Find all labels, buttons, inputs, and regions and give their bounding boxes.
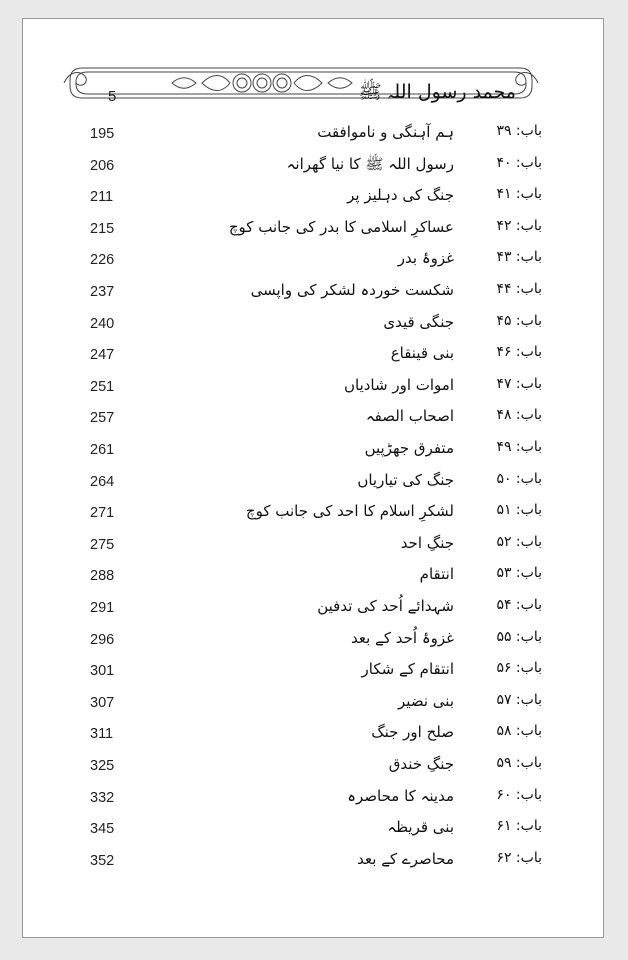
- toc-chapter-label: باب: ۵۱: [496, 502, 542, 519]
- toc-row: [0, 183, 628, 215]
- toc-page-number: 226: [90, 252, 115, 269]
- toc-page-number: 311: [90, 726, 114, 743]
- toc-chapter-label: باب: ۵۰: [496, 470, 542, 487]
- toc-row: [0, 120, 628, 152]
- toc-page-number: 215: [90, 220, 115, 237]
- toc-chapter-title: محاصرے کے بعد: [357, 849, 454, 868]
- toc-row: [0, 689, 628, 721]
- toc-page-number: 345: [90, 821, 115, 838]
- toc-chapter-title: جنگی قیدی: [383, 312, 454, 331]
- toc-chapter-title: صلح اور جنگ: [371, 723, 454, 742]
- toc-chapter-label: باب: ۵۷: [496, 691, 542, 708]
- toc-page-number: 206: [90, 157, 115, 174]
- toc-page-number: 271: [90, 505, 115, 522]
- toc-chapter-label: باب: ۴۷: [496, 375, 542, 392]
- toc-chapter-label: باب: ۴۹: [496, 439, 542, 455]
- toc-row: [0, 215, 628, 247]
- toc-page-number: 275: [90, 536, 115, 553]
- toc-chapter-label: باب: ۶۲: [496, 849, 542, 866]
- toc-chapter-title: لشکرِ اسلام کا احد کی جانب کوچ: [245, 502, 454, 521]
- toc-chapter-label: باب: ۵۸: [496, 723, 542, 740]
- toc-chapter-title: انتقام کے شکار: [361, 660, 454, 679]
- toc-chapter-title: رسول اللہ ﷺ کا نیا گھرانہ: [286, 154, 454, 173]
- toc-chapter-label: باب: ۵۹: [496, 755, 542, 771]
- toc-chapter-title: اصحاب الصفہ: [365, 407, 454, 426]
- toc-row: [0, 278, 628, 310]
- toc-chapter-title: جنگِ خندق: [388, 755, 454, 773]
- toc-chapter-label: باب: ۵۵: [496, 628, 542, 645]
- toc-row: [0, 847, 628, 879]
- toc-page-number: 195: [90, 126, 115, 142]
- toc-row: [0, 310, 628, 342]
- page-number: 5: [108, 88, 117, 105]
- toc-chapter-title: بنی نضیر: [398, 691, 454, 710]
- toc-chapter-label: باب: ۴۴: [496, 281, 542, 297]
- toc-row: [0, 594, 628, 626]
- toc-page-number: 264: [90, 473, 115, 490]
- toc-row: [0, 752, 628, 784]
- toc-chapter-title: غزوۂ اُحد کے بعد: [351, 628, 454, 647]
- toc-chapter-label: باب: ۳۹: [496, 123, 542, 139]
- toc-chapter-title: بنی قینقاع: [390, 344, 454, 363]
- toc-chapter-title: اموات اور شادیاں: [343, 375, 454, 394]
- toc-chapter-label: باب: ۵۴: [496, 597, 542, 613]
- toc-chapter-label: باب: ۴۶: [496, 344, 542, 361]
- running-title: محمد رسول اللہ ﷺ: [358, 81, 516, 103]
- toc-chapter-label: باب: ۴۸: [496, 407, 542, 424]
- toc-row: [0, 784, 628, 816]
- toc-chapter-label: باب: ۴۰: [496, 154, 542, 171]
- toc-chapter-label: باب: ۶۰: [496, 786, 542, 803]
- toc-row: [0, 373, 628, 405]
- toc-row: [0, 815, 628, 847]
- toc-chapter-title: شہدائے اُحد کی تدفین: [317, 597, 454, 615]
- toc-chapter-label: باب: ۵۶: [496, 660, 542, 677]
- toc-page-number: 288: [90, 568, 115, 585]
- toc-chapter-title: انتقام: [419, 565, 454, 584]
- toc-chapter-title: ہم آہنگی و ناموافقت: [317, 123, 454, 141]
- toc-chapter-title: غزوۂ بدر: [397, 249, 454, 268]
- toc-chapter-title: جنگ کی دہلیز پر: [347, 186, 454, 205]
- toc-chapter-title: متفرق جھڑپیں: [364, 439, 454, 457]
- toc-row: [0, 626, 628, 658]
- toc-chapter-title: عساکرِ اسلامی کا بدر کی جانب کوچ: [228, 217, 454, 236]
- toc-chapter-label: باب: ۴۵: [496, 312, 542, 329]
- toc-chapter-title: بنی قریظہ: [387, 818, 454, 837]
- toc-chapter-label: باب: ۶۱: [496, 818, 542, 835]
- toc-page-number: 247: [90, 347, 115, 364]
- toc-chapter-label: باب: ۴۳: [496, 249, 542, 266]
- toc-row: [0, 246, 628, 278]
- toc-page-number: 307: [90, 694, 115, 711]
- toc-chapter-label: باب: ۵۳: [496, 565, 542, 582]
- toc-row: [0, 468, 628, 500]
- toc-row: [0, 657, 628, 689]
- toc-row: [0, 341, 628, 373]
- toc-row: [0, 720, 628, 752]
- toc-row: [0, 499, 628, 531]
- toc-page-number: 296: [90, 631, 115, 648]
- toc-chapter-title: شکست خوردہ لشکر کی واپسی: [250, 281, 454, 299]
- toc-row: [0, 562, 628, 594]
- toc-chapter-title: جنگ کی تیاریاں: [357, 470, 454, 489]
- toc-row: [0, 436, 628, 468]
- toc-page-number: 325: [90, 758, 115, 774]
- toc-chapter-label: باب: ۵۲: [496, 533, 542, 550]
- toc-page-number: 257: [90, 410, 115, 427]
- toc-chapter-title: جنگِ احد: [400, 533, 454, 552]
- toc-page-number: 251: [90, 378, 115, 395]
- toc-chapter-label: باب: ۴۲: [496, 217, 542, 234]
- toc-row: [0, 404, 628, 436]
- toc-page-number: 237: [90, 284, 115, 300]
- toc-row: [0, 531, 628, 563]
- toc-page-number: 332: [90, 789, 115, 806]
- toc-chapter-title: مدینہ کا محاصرہ: [347, 786, 454, 805]
- toc-page-number: 211: [90, 189, 114, 206]
- toc-chapter-label: باب: ۴۱: [496, 186, 542, 203]
- toc-page-number: 240: [90, 315, 115, 332]
- toc-page-number: 291: [90, 600, 115, 616]
- toc-row: [0, 152, 628, 184]
- toc-page-number: 352: [90, 852, 115, 869]
- toc-page-number: 301: [90, 663, 115, 680]
- toc-page-number: 261: [90, 442, 115, 458]
